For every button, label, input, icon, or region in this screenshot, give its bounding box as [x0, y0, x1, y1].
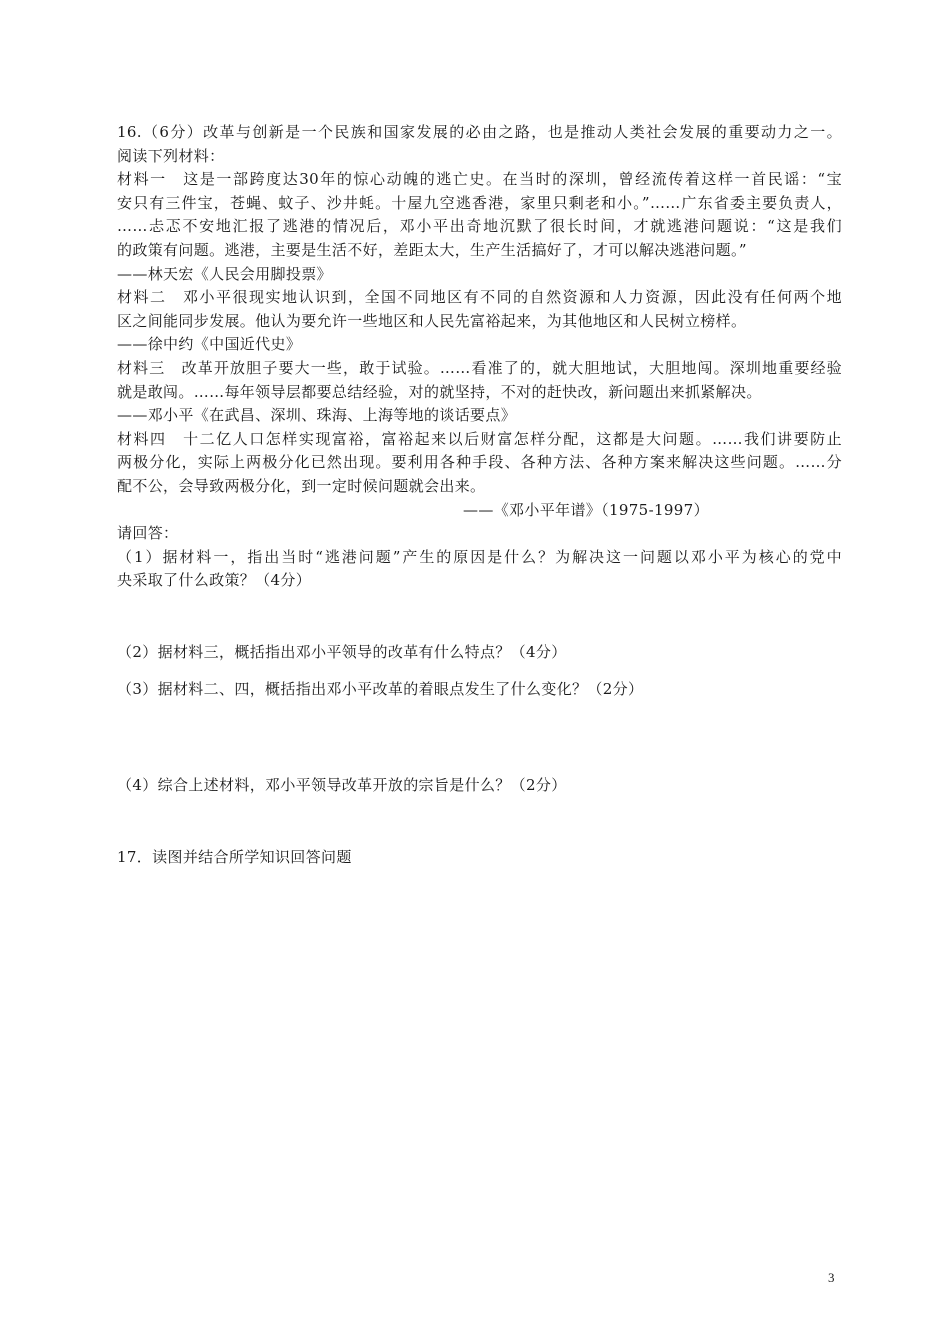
question-17: 17．读图并结合所学知识回答问题: [117, 847, 352, 866]
reading-instruction: 阅读下列材料：: [117, 146, 225, 165]
answer-prompt: 请回答：: [117, 524, 179, 543]
material-3-line: 材料三 改革开放胆子要大一些，敢于试验。……看准了的，就大胆地试，大胆地闯。深圳地重要经验: [117, 358, 842, 377]
answer-space-4: [117, 798, 842, 846]
sub-question-1-continued: 央采取了什么政策？（4分）: [117, 571, 312, 590]
sub-question-3: （3）据材料二、四，概括指出邓小平改革的着眼点发生了什么变化？（2分）: [117, 680, 644, 699]
material-4-line: 两极分化，实际上两极分化已然出现。要利用各种手段、各种方法、各种方案来解决这些问题。……分: [117, 453, 842, 472]
material-1-line: 安只有三件宝，苍蝇、蚊子、沙井蚝。十屋九空逃香港，家里只剩老和小。”……广东省委主要负责人，: [117, 193, 842, 212]
material-3-source: ——邓小平《在武昌、深圳、珠海、上海等地的谈话要点》: [117, 406, 517, 425]
exam-page-content: [117, 121, 842, 869]
material-1-source: ——林天宏《人民会用脚投票》: [117, 264, 332, 283]
sub-question-2: （2）据材料三，概括指出邓小平领导的改革有什么特点？（4分）: [117, 642, 567, 661]
material-3-line: 就是敢闯。……每年领导层都要总结经验，对的就坚持，不对的赶快改，新问题出来抓紧解决。: [117, 382, 762, 401]
material-2-line: 材料二 邓小平很现实地认识到，全国不同地区有不同的自然资源和人力资源，因此没有任何两个地: [117, 288, 842, 307]
material-1-line: ……忐忑不安地汇报了逃港的情况后，邓小平出奇地沉默了很长时间，才就逃港问题说：“这是我们: [117, 217, 842, 236]
answer-space-2: [117, 664, 842, 678]
sub-question-1: （1）据材料一，指出当时“逃港问题”产生的原因是什么？为解决这一问题以邓小平为核心的党中: [117, 547, 842, 566]
sub-question-4: （4）综合上述材料，邓小平领导改革开放的宗旨是什么？（2分）: [117, 776, 567, 795]
material-1-line: 材料一 这是一部跨度达30年的惊心动魄的逃亡史。在当时的深圳，曾经流传着这样一首民谣：“宝: [117, 170, 842, 189]
answer-space-1: [117, 593, 842, 641]
material-4-source: ——《邓小平年谱》（1975-1997）: [463, 500, 709, 519]
answer-space-3: [117, 702, 842, 774]
page-number: 3: [828, 1270, 835, 1285]
material-4-line: 材料四 十二亿人口怎样实现富裕，富裕起来以后财富怎样分配，这都是大问题。……我们讲要防止: [117, 429, 842, 448]
question-16-intro: 16.（6分）改革与创新是一个民族和国家发展的必由之路，也是推动人类社会发展的重要动力之一。: [117, 123, 842, 141]
material-4-line: 配不公，会导致两极分化，到一定时候问题就会出来。: [117, 476, 486, 495]
material-2-line: 区之间能同步发展。他认为要允许一些地区和人民先富裕起来，为其他地区和人民树立榜样。: [117, 311, 747, 330]
material-1-line: 的政策有问题。逃港，主要是生活不好，差距太大，生产生活搞好了，才可以解决逃港问题。”: [117, 240, 747, 259]
material-2-source: ——徐中约《中国近代史》: [117, 335, 302, 354]
